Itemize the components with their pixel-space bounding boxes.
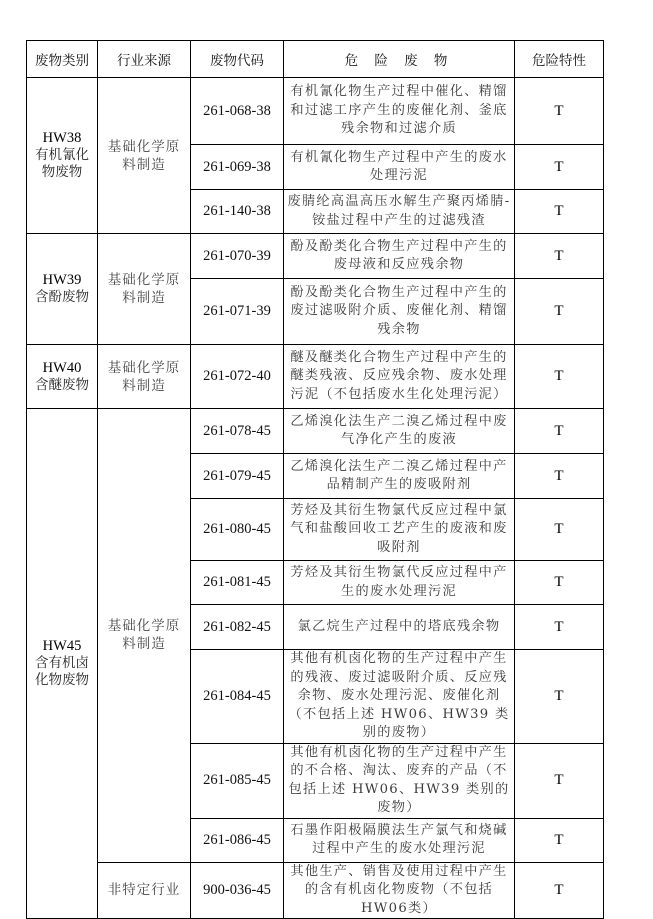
waste-code: 261-068-38 bbox=[191, 78, 284, 145]
waste-code: 261-078-45 bbox=[191, 409, 284, 454]
hazard-characteristic: T bbox=[515, 818, 604, 862]
header-hazard: 危险特性 bbox=[515, 41, 604, 78]
waste-description: 石墨作阳极隔膜法生产氯气和烧碱过程中产生的废水处理污泥 bbox=[284, 818, 515, 862]
waste-description: 酚及酚类化合物生产过程中产生的废母液和反应残余物 bbox=[284, 234, 515, 279]
waste-description: 其他有机卤化物的生产过程中产生的不合格、淘汰、废弃的产品（不包括上述 HW06、HW39 类别的废物） bbox=[284, 743, 515, 818]
hazard-characteristic: T bbox=[515, 650, 604, 744]
waste-description: 有机氰化物生产过程中产生的废水处理污泥 bbox=[284, 145, 515, 190]
header-row bbox=[27, 41, 604, 78]
header-waste: 危 险 废 物 bbox=[284, 41, 515, 78]
industry-label: 基础化学原料制造 bbox=[107, 138, 181, 173]
waste-code: 261-071-39 bbox=[191, 279, 284, 345]
hazard-characteristic: T bbox=[515, 279, 604, 345]
industry-cell bbox=[98, 78, 191, 234]
waste-description: 芳烃及其衍生物氯代反应过程中氯气和盐酸回收工艺产生的废液和废吸附剂 bbox=[284, 499, 515, 561]
hazardous-waste-table bbox=[26, 40, 604, 919]
waste-code: 261-070-39 bbox=[191, 234, 284, 279]
waste-code: 261-069-38 bbox=[191, 145, 284, 190]
category-code: HW45 bbox=[42, 638, 82, 654]
waste-code: 261-086-45 bbox=[191, 818, 284, 862]
industry-label: 基础化学原料制造 bbox=[107, 618, 181, 653]
waste-code: 261-080-45 bbox=[191, 499, 284, 561]
category-name: 含有机卤化物废物 bbox=[35, 655, 89, 688]
waste-description: 有机氰化物生产过程中催化、精馏和过滤工序产生的废催化剂、釜底残余物和过滤介质 bbox=[284, 78, 515, 145]
header-industry: 行业来源 bbox=[98, 41, 191, 78]
category-cell-hw39 bbox=[27, 234, 98, 345]
category-name: 含酚废物 bbox=[35, 289, 89, 305]
industry-cell bbox=[98, 862, 191, 919]
hazard-characteristic: T bbox=[515, 409, 604, 454]
waste-code: 261-084-45 bbox=[191, 650, 284, 744]
category-cell-hw38 bbox=[27, 78, 98, 234]
category-name: 有机氰化物废物 bbox=[35, 147, 89, 180]
category-code: HW40 bbox=[42, 359, 82, 376]
hazard-characteristic: T bbox=[515, 743, 604, 818]
table-row bbox=[27, 78, 604, 145]
waste-description: 酚及酚类化合物生产过程中产生的废过滤吸附介质、废催化剂、精馏残余物 bbox=[284, 279, 515, 345]
waste-code: 261-081-45 bbox=[191, 561, 284, 605]
waste-code: 261-082-45 bbox=[191, 605, 284, 650]
waste-description: 芳烃及其衍生物氯代反应过程中产生的废水处理污泥 bbox=[284, 561, 515, 605]
industry-label: 非特定行业 bbox=[107, 882, 181, 899]
hazard-characteristic: T bbox=[515, 234, 604, 279]
hazard-characteristic: T bbox=[515, 499, 604, 561]
waste-code: 261-085-45 bbox=[191, 743, 284, 818]
header-category: 废物类别 bbox=[27, 41, 98, 78]
hazard-characteristic: T bbox=[515, 561, 604, 605]
table-row bbox=[27, 345, 604, 409]
industry-cell bbox=[98, 409, 191, 863]
table-row bbox=[27, 409, 604, 454]
category-cell-hw40 bbox=[27, 345, 98, 409]
waste-description: 醚及醚类化合物生产过程中产生的醚类残液、反应残余物、废水处理污泥（不包括废水生化处理污泥） bbox=[284, 345, 515, 409]
category-code: HW39 bbox=[42, 272, 82, 288]
hazard-characteristic: T bbox=[515, 78, 604, 145]
waste-code: 261-072-40 bbox=[191, 345, 284, 409]
hazard-characteristic: T bbox=[515, 605, 604, 650]
industry-cell bbox=[98, 234, 191, 345]
industry-label: 基础化学原料制造 bbox=[107, 272, 181, 306]
category-code: HW38 bbox=[42, 130, 82, 146]
waste-description: 氯乙烷生产过程中的塔底残余物 bbox=[284, 605, 515, 650]
hazard-characteristic: T bbox=[515, 190, 604, 234]
hazard-characteristic: T bbox=[515, 145, 604, 190]
hazard-characteristic: T bbox=[515, 454, 604, 499]
header-code: 废物代码 bbox=[191, 41, 284, 78]
category-cell-hw45 bbox=[27, 409, 98, 919]
waste-description: 其他生产、销售及使用过程中产生的含有机卤化物废物（不包括HW06类） bbox=[284, 862, 515, 919]
waste-description: 其他有机卤化物的生产过程中产生的残液、废过滤吸附介质、反应残余物、废水处理污泥、废催化剂（不包括上述 HW06、HW39 类别的废物） bbox=[284, 650, 515, 744]
table-row bbox=[27, 862, 604, 919]
industry-cell bbox=[98, 345, 191, 409]
waste-code: 261-079-45 bbox=[191, 454, 284, 499]
category-name: 含醚废物 bbox=[35, 376, 89, 393]
hazard-characteristic: T bbox=[515, 345, 604, 409]
waste-description: 乙烯溴化法生产二溴乙烯过程中废气净化产生的废液 bbox=[284, 409, 515, 454]
hazard-characteristic: T bbox=[515, 862, 604, 919]
industry-label: 基础化学原料制造 bbox=[107, 359, 181, 394]
waste-description: 废腈纶高温高压水解生产聚丙烯腈-铵盐过程中产生的过滤残渣 bbox=[284, 190, 515, 234]
waste-code: 261-140-38 bbox=[191, 190, 284, 234]
waste-code: 900-036-45 bbox=[191, 862, 284, 919]
table-row bbox=[27, 234, 604, 279]
waste-description: 乙烯溴化法生产二溴乙烯过程中产品精制产生的废吸附剂 bbox=[284, 454, 515, 499]
